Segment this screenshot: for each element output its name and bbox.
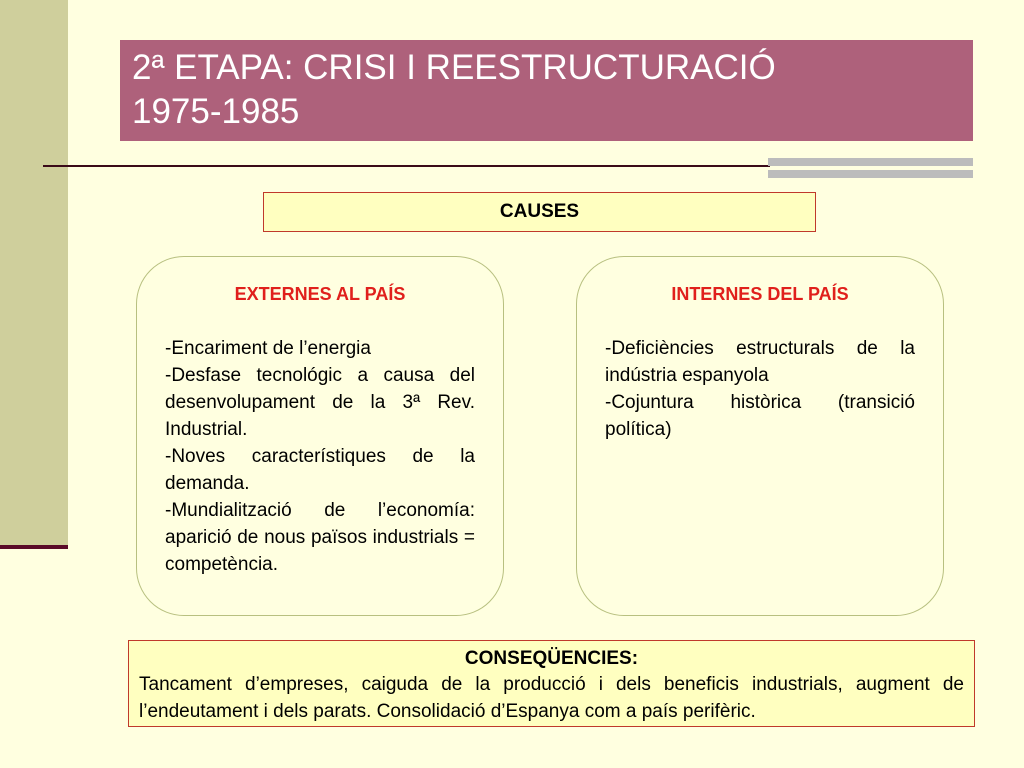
list-item: -Noves característiques de la demanda. <box>165 446 475 494</box>
internal-causes-title: INTERNES DEL PAÍS <box>671 284 849 304</box>
list-item: -Cojuntura històrica (transició política) <box>605 392 915 440</box>
slide-title <box>120 40 973 141</box>
grey-accent-bar-bottom <box>768 170 973 178</box>
external-causes-title: EXTERNES AL PAÍS <box>234 284 406 304</box>
list-item: -Encariment de l’energia <box>165 338 371 359</box>
title-divider <box>43 165 770 167</box>
left-bar-underline <box>0 545 68 549</box>
list-item: -Mundialització de l’economía: aparició de nous països industrials = competència. <box>165 500 475 575</box>
consequences-title: CONSEQÜENCIES: <box>464 648 639 669</box>
causes-header: CAUSES <box>263 192 816 232</box>
title-line-1: 2ª ETAPA: CRISI I REESTRUCTURACIÓ <box>132 48 776 87</box>
list-item: -Deficiències estructurals de la indústria espanyola <box>605 338 915 386</box>
internal-causes-panel <box>576 256 944 616</box>
grey-accent-bar-top <box>768 158 973 166</box>
list-item: -Desfase tecnológic a causa del desenvolupament de la 3ª Rev. Industrial. <box>165 365 475 440</box>
external-causes-panel <box>136 256 504 616</box>
title-line-2: 1975-1985 <box>132 92 300 131</box>
consequences-box <box>128 640 975 727</box>
left-decorative-bar <box>0 0 68 548</box>
external-causes-list <box>165 335 475 578</box>
internal-causes-list <box>605 335 915 443</box>
consequences-text: Tancament d’empreses, caiguda de la producció i dels beneficis industrials, augment de l’endeutament i dels parats. Consolidació d’Espanya com a país perifèric. <box>139 674 964 722</box>
